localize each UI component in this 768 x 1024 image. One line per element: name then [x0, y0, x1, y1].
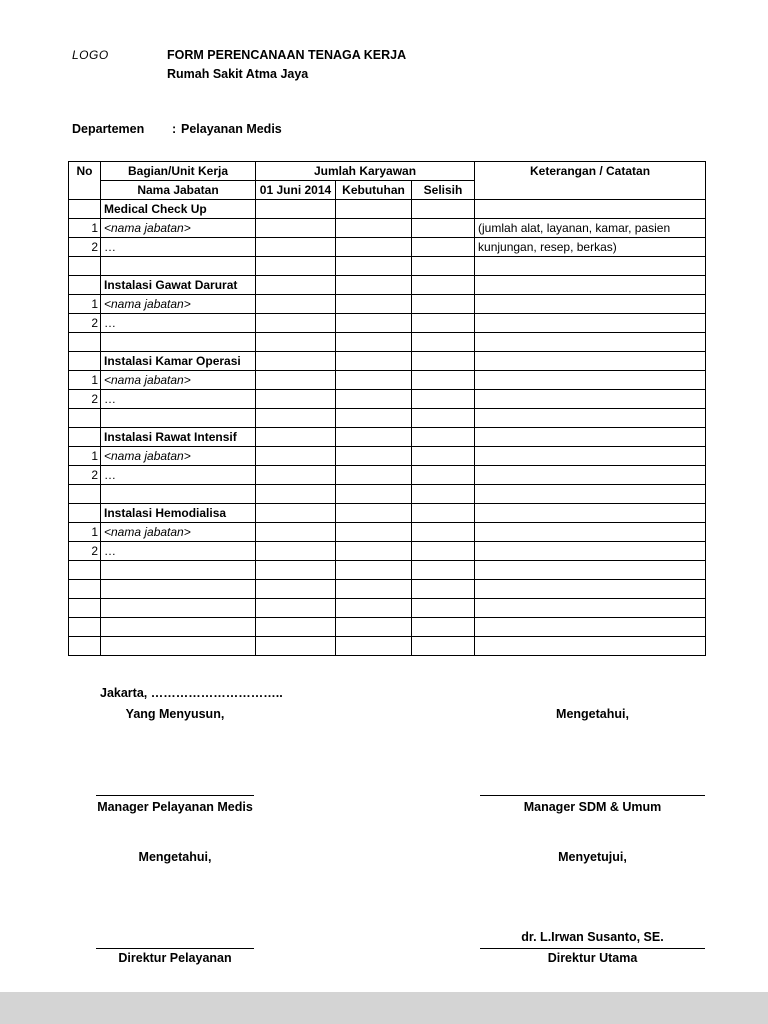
row-count-needed-cell [336, 200, 412, 219]
table-row [69, 333, 706, 352]
row-count-current-cell [256, 599, 336, 618]
row-count-needed-cell [336, 504, 412, 523]
row-count-diff-cell [412, 238, 475, 257]
row-count-diff-cell [412, 295, 475, 314]
row-notes-cell [475, 542, 706, 561]
table-row [69, 219, 706, 238]
row-count-current-cell [256, 447, 336, 466]
row-count-current-cell [256, 523, 336, 542]
table-row [69, 485, 706, 504]
row-count-diff-cell [412, 637, 475, 656]
hospital-name: Rumah Sakit Atma Jaya [167, 67, 309, 81]
workforce-planning-table [68, 161, 706, 656]
row-notes-cell [475, 200, 706, 219]
right-approver-name: dr. L.Irwan Susanto, SE. [521, 930, 664, 944]
left-signer-role: Yang Menyusun, [125, 707, 225, 721]
row-unit-cell: … [101, 238, 256, 257]
row-unit-cell [101, 257, 256, 276]
row-count-current-cell [256, 352, 336, 371]
row-count-diff-cell [412, 371, 475, 390]
row-count-current-cell [256, 561, 336, 580]
row-count-needed-cell [336, 580, 412, 599]
row-count-needed-cell [336, 466, 412, 485]
logo-text: LOGO [72, 48, 109, 62]
row-count-current-cell [256, 333, 336, 352]
row-no-cell: 2 [69, 466, 101, 485]
table-row [69, 561, 706, 580]
col-header-position-name: Nama Jabatan [101, 181, 256, 200]
row-no-cell: 1 [69, 295, 101, 314]
row-unit-cell: … [101, 390, 256, 409]
row-count-current-cell [256, 390, 336, 409]
col-header-unit: Bagian/Unit Kerja [101, 162, 256, 181]
right-approver-title: Direktur Utama [547, 951, 638, 965]
row-notes-cell [475, 637, 706, 656]
row-count-current-cell [256, 295, 336, 314]
table-row [69, 371, 706, 390]
row-count-current-cell [256, 200, 336, 219]
row-unit-cell: Instalasi Gawat Darurat [101, 276, 256, 295]
row-notes-cell [475, 276, 706, 295]
row-count-current-cell [256, 466, 336, 485]
left-signature-line-2 [96, 948, 254, 949]
row-count-current-cell [256, 637, 336, 656]
row-notes-cell [475, 314, 706, 333]
row-count-diff-cell [412, 618, 475, 637]
row-count-diff-cell [412, 542, 475, 561]
row-count-needed-cell [336, 371, 412, 390]
row-notes-cell [475, 485, 706, 504]
row-unit-cell: <nama jabatan> [101, 295, 256, 314]
row-count-needed-cell [336, 219, 412, 238]
row-count-diff-cell [412, 523, 475, 542]
row-notes-cell [475, 352, 706, 371]
row-no-cell [69, 618, 101, 637]
row-count-needed-cell [336, 314, 412, 333]
row-count-needed-cell [336, 257, 412, 276]
row-notes-cell [475, 561, 706, 580]
table-row [69, 504, 706, 523]
row-count-current-cell [256, 238, 336, 257]
row-no-cell: 1 [69, 371, 101, 390]
col-header-group-jumlah-karyawan: Jumlah Karyawan [256, 162, 475, 181]
row-no-cell [69, 580, 101, 599]
row-count-needed-cell [336, 238, 412, 257]
row-unit-cell: … [101, 466, 256, 485]
col-header-date: 01 Juni 2014 [256, 181, 336, 200]
row-unit-cell: Instalasi Hemodialisa [101, 504, 256, 523]
row-count-needed-cell [336, 276, 412, 295]
row-count-diff-cell [412, 257, 475, 276]
row-unit-cell: Instalasi Rawat Intensif [101, 428, 256, 447]
table-row [69, 409, 706, 428]
col-header-no: No [69, 162, 101, 200]
row-no-cell [69, 428, 101, 447]
row-no-cell: 2 [69, 314, 101, 333]
department-value: Pelayanan Medis [181, 122, 282, 136]
row-unit-cell: … [101, 314, 256, 333]
table-row [69, 428, 706, 447]
row-notes-cell: kunjungan, resep, berkas) [475, 238, 706, 257]
row-count-diff-cell [412, 580, 475, 599]
row-notes-cell [475, 257, 706, 276]
row-count-current-cell [256, 314, 336, 333]
row-count-diff-cell [412, 428, 475, 447]
left-signature-line-1 [96, 795, 254, 796]
row-count-current-cell [256, 580, 336, 599]
table-row [69, 599, 706, 618]
row-count-diff-cell [412, 219, 475, 238]
row-count-needed-cell [336, 542, 412, 561]
row-no-cell [69, 409, 101, 428]
table-row [69, 523, 706, 542]
row-notes-cell [475, 599, 706, 618]
row-no-cell [69, 485, 101, 504]
col-header-diff: Selisih [412, 181, 475, 200]
row-notes-cell [475, 523, 706, 542]
row-unit-cell: … [101, 542, 256, 561]
row-count-needed-cell [336, 295, 412, 314]
row-notes-cell [475, 447, 706, 466]
row-unit-cell [101, 333, 256, 352]
department-separator: : [172, 122, 177, 136]
table-row [69, 257, 706, 276]
row-count-diff-cell [412, 200, 475, 219]
row-notes-cell [475, 618, 706, 637]
row-count-diff-cell [412, 447, 475, 466]
row-count-current-cell [256, 428, 336, 447]
row-count-diff-cell [412, 504, 475, 523]
row-unit-cell: Instalasi Kamar Operasi [101, 352, 256, 371]
row-count-diff-cell [412, 314, 475, 333]
department-label: Departemen [72, 122, 145, 136]
row-count-diff-cell [412, 352, 475, 371]
row-unit-cell [101, 637, 256, 656]
row-no-cell [69, 257, 101, 276]
row-no-cell: 2 [69, 542, 101, 561]
row-notes-cell [475, 371, 706, 390]
row-unit-cell: <nama jabatan> [101, 523, 256, 542]
table-row [69, 542, 706, 561]
department-line [72, 122, 282, 136]
col-header-need: Kebutuhan [336, 181, 412, 200]
row-unit-cell [101, 561, 256, 580]
row-count-diff-cell [412, 276, 475, 295]
row-notes-cell [475, 295, 706, 314]
row-no-cell: 1 [69, 447, 101, 466]
table-row [69, 276, 706, 295]
row-count-needed-cell [336, 447, 412, 466]
right-signature-line-2 [480, 948, 705, 949]
row-count-current-cell [256, 276, 336, 295]
row-count-diff-cell [412, 333, 475, 352]
row-notes-cell: (jumlah alat, layanan, kamar, pasien [475, 219, 706, 238]
right-signer-role: Mengetahui, [556, 707, 629, 721]
row-unit-cell: <nama jabatan> [101, 219, 256, 238]
form-title: FORM PERENCANAAN TENAGA KERJA [167, 48, 407, 62]
table-row [69, 390, 706, 409]
row-count-diff-cell [412, 485, 475, 504]
row-no-cell: 2 [69, 238, 101, 257]
row-unit-cell [101, 409, 256, 428]
table-row [69, 200, 706, 219]
row-unit-cell [101, 485, 256, 504]
row-count-needed-cell [336, 485, 412, 504]
row-count-diff-cell [412, 599, 475, 618]
row-notes-cell [475, 466, 706, 485]
row-no-cell: 1 [69, 219, 101, 238]
right-approver-role: Menyetujui, [558, 850, 627, 864]
row-notes-cell [475, 333, 706, 352]
row-count-current-cell [256, 257, 336, 276]
row-no-cell [69, 276, 101, 295]
row-notes-cell [475, 409, 706, 428]
table-row [69, 466, 706, 485]
row-count-needed-cell [336, 599, 412, 618]
signature-place-date: Jakarta, ………………………….. [100, 686, 283, 700]
row-unit-cell [101, 599, 256, 618]
table-row [69, 314, 706, 333]
row-no-cell [69, 200, 101, 219]
left-signer-title: Manager Pelayanan Medis [97, 800, 253, 814]
right-signature-line-1 [480, 795, 705, 796]
row-unit-cell: <nama jabatan> [101, 447, 256, 466]
col-header-notes: Keterangan / Catatan [475, 162, 706, 200]
row-notes-cell [475, 504, 706, 523]
row-count-needed-cell [336, 618, 412, 637]
table-row [69, 238, 706, 257]
row-count-current-cell [256, 504, 336, 523]
row-notes-cell [475, 580, 706, 599]
row-count-needed-cell [336, 333, 412, 352]
row-count-needed-cell [336, 390, 412, 409]
table-row [69, 447, 706, 466]
table-header [69, 162, 706, 200]
row-no-cell [69, 352, 101, 371]
left-approver-role: Mengetahui, [138, 850, 212, 864]
row-no-cell: 1 [69, 523, 101, 542]
row-unit-cell: <nama jabatan> [101, 371, 256, 390]
table-row [69, 295, 706, 314]
row-notes-cell [475, 390, 706, 409]
table-body [69, 200, 706, 656]
row-count-current-cell [256, 219, 336, 238]
row-unit-cell [101, 580, 256, 599]
row-no-cell [69, 637, 101, 656]
row-count-current-cell [256, 542, 336, 561]
row-count-current-cell [256, 409, 336, 428]
row-count-needed-cell [336, 561, 412, 580]
left-approver-title: Direktur Pelayanan [118, 951, 232, 965]
table-row [69, 352, 706, 371]
row-count-needed-cell [336, 523, 412, 542]
row-count-needed-cell [336, 352, 412, 371]
table-row [69, 580, 706, 599]
row-count-diff-cell [412, 390, 475, 409]
row-count-current-cell [256, 371, 336, 390]
row-unit-cell [101, 618, 256, 637]
row-unit-cell: Medical Check Up [101, 200, 256, 219]
row-no-cell [69, 504, 101, 523]
row-no-cell: 2 [69, 390, 101, 409]
row-count-diff-cell [412, 409, 475, 428]
table-row [69, 637, 706, 656]
row-no-cell [69, 599, 101, 618]
row-count-current-cell [256, 618, 336, 637]
row-count-diff-cell [412, 466, 475, 485]
row-count-needed-cell [336, 637, 412, 656]
row-count-needed-cell [336, 428, 412, 447]
row-count-needed-cell [336, 409, 412, 428]
row-notes-cell [475, 428, 706, 447]
row-no-cell [69, 561, 101, 580]
row-no-cell [69, 333, 101, 352]
row-count-diff-cell [412, 561, 475, 580]
right-signer-title: Manager SDM & Umum [523, 800, 662, 814]
row-count-current-cell [256, 485, 336, 504]
table-row [69, 618, 706, 637]
